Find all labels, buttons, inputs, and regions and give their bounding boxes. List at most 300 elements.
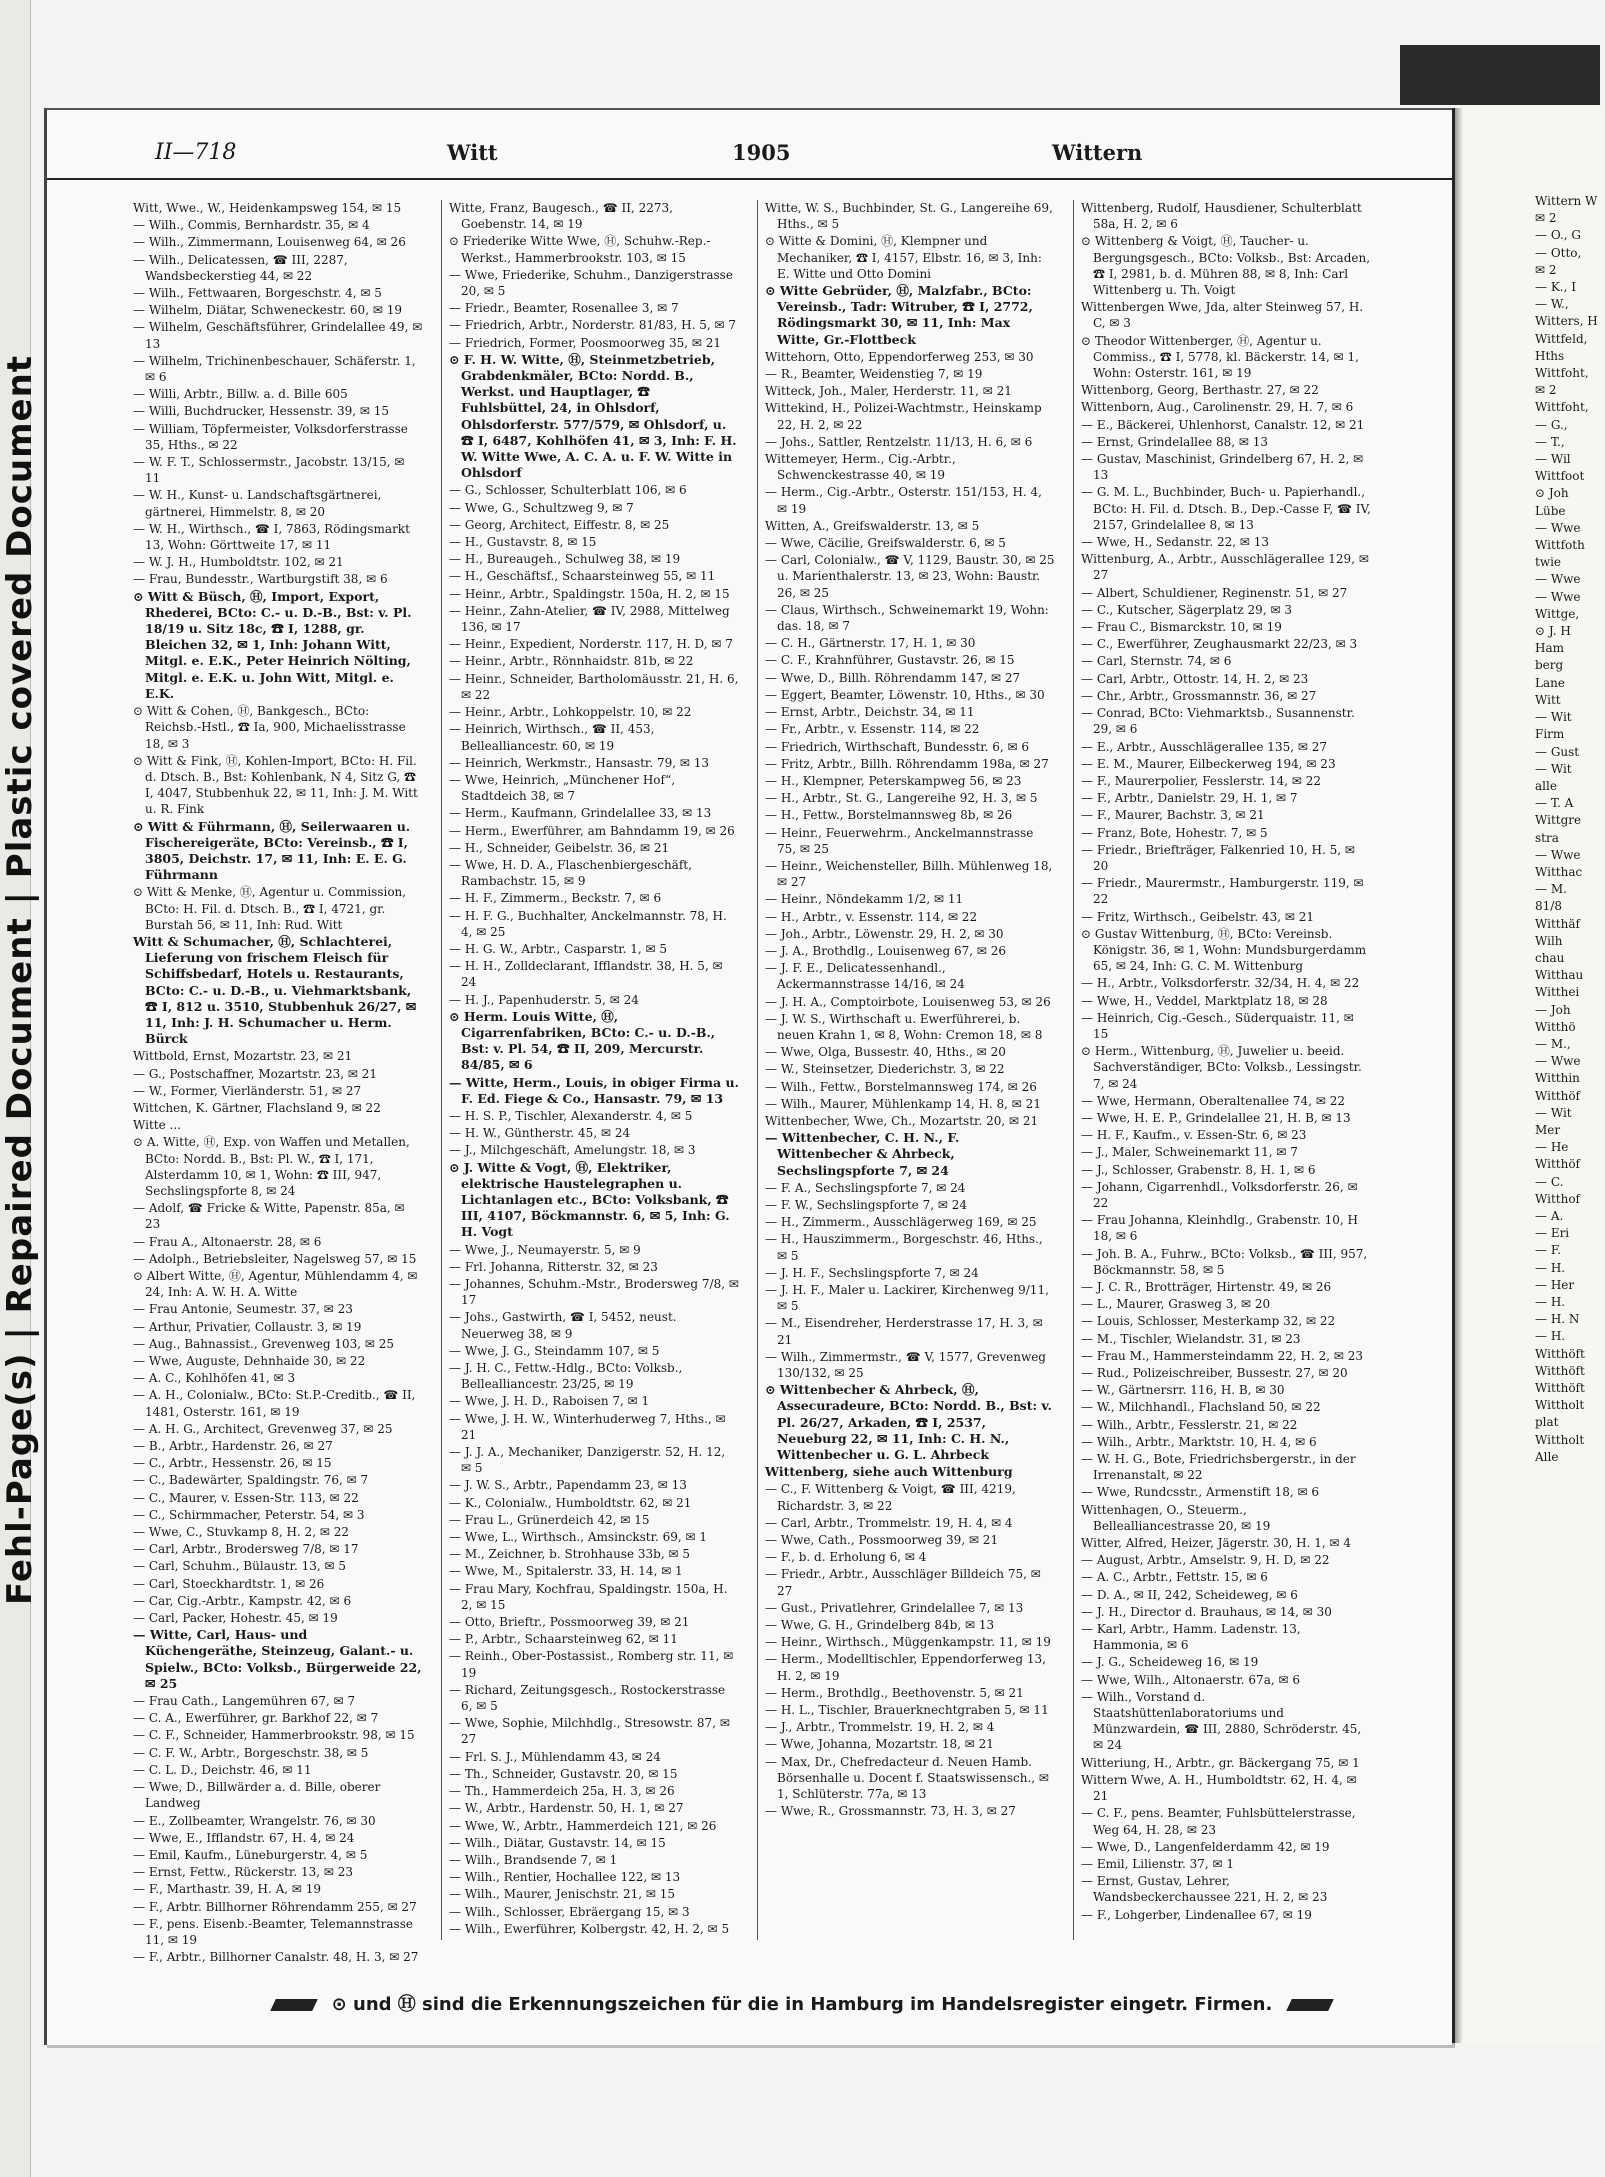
directory-entry: — Fritz, Arbtr., Billh. Röhrendamm 198a, ✉ 27 bbox=[765, 756, 1049, 771]
directory-entry: — Wwe, Auguste, Dehnhaide 30, ✉ 22 bbox=[133, 1354, 366, 1369]
adjacent-page-line: Witthöft bbox=[1535, 1363, 1585, 1378]
directory-entry: Wittenbecher, Wwe, Ch., Mozartstr. 20, ✉ 21 bbox=[765, 1113, 1039, 1128]
directory-entry: — E. M., Maurer, Eilbeckerweg 194, ✉ 23 bbox=[1081, 756, 1336, 771]
directory-entry: — Albert, Schuldiener, Reginenstr. 51, ✉ 27 bbox=[1081, 585, 1348, 600]
directory-entry: — C., Badewärter, Spaldingstr. 76, ✉ 7 bbox=[133, 1473, 369, 1488]
adjacent-page-line: ⊙ J. H bbox=[1535, 624, 1571, 639]
directory-entry: — Carl, Arbtr., Brodersweg 7/8, ✉ 17 bbox=[133, 1542, 359, 1557]
directory-entry: — Willi, Buchdrucker, Hessenstr. 39, ✉ 15 bbox=[133, 404, 389, 419]
directory-entry: — H. J., Papenhuderstr. 5, ✉ 24 bbox=[449, 992, 639, 1007]
adjacent-page-line: — Wit bbox=[1535, 761, 1572, 776]
directory-entry: — Wwe, Cäcilie, Greifswalderstr. 6, ✉ 5 bbox=[765, 536, 1006, 551]
directory-entry: — H. G. W., Arbtr., Casparstr. 1, ✉ 5 bbox=[449, 941, 668, 956]
directory-entry: — Wwe, R., Grossmannstr. 73, H. 3, ✉ 27 bbox=[765, 1804, 1016, 1819]
page-header bbox=[47, 140, 1452, 180]
directory-entry: ⊙ Witt & Fink, Ⓗ, Kohlen-Import, BCto: H. Fil. d. Dtsch. B., Bst: Kohlenbank, N 4, Sitz G, ☎ I, 4047, Stubbenhuk 22, ✉ 11, Inh: J. M. Witt u. R. Fink bbox=[133, 753, 418, 817]
directory-entry: — C., F. Wittenberg & Voigt, ☎ III, 4219, Richardstr. 3, ✉ 22 bbox=[765, 1482, 1016, 1513]
directory-entry: — Heinr., Weichensteller, Billh. Mühlenweg 18, ✉ 27 bbox=[765, 858, 1053, 890]
directory-entry: — Eggert, Beamter, Löwenstr. 10, Hths., ✉ 30 bbox=[765, 687, 1045, 702]
adjacent-page-line: ✉ 2 bbox=[1535, 211, 1557, 226]
adjacent-page-line: Wittge, bbox=[1535, 606, 1580, 621]
page-fold-shadow bbox=[1455, 108, 1463, 2043]
directory-entry: — J., Arbtr., Trommelstr. 19, H. 2, ✉ 4 bbox=[765, 1720, 995, 1735]
directory-entry: — Gustav, Maschinist, Grindelberg 67, H. 2, ✉ 13 bbox=[1081, 452, 1364, 483]
adjacent-page-line: Mer bbox=[1535, 1122, 1561, 1137]
directory-entry: — Franz, Bote, Hohestr. 7, ✉ 5 bbox=[1081, 825, 1268, 840]
directory-entry: Witte, Franz, Baugesch., ☎ II, 2273, Goebenstr. 14, ✉ 19 bbox=[449, 201, 673, 232]
column-divider bbox=[441, 200, 442, 1940]
adjacent-page-line: — Wwe bbox=[1535, 1054, 1581, 1069]
directory-entry: — G., Schlosser, Schulterblatt 106, ✉ 6 bbox=[449, 483, 687, 498]
adjacent-page-line: — M. bbox=[1535, 882, 1567, 897]
hand-pointer-icon bbox=[1286, 1999, 1334, 2011]
page-footer bbox=[167, 1990, 1437, 2020]
directory-entry: Wittemeyer, Herm., Cig.-Arbtr., Schwenckestrasse 40, ✉ 19 bbox=[765, 452, 956, 483]
scan-spine-strip bbox=[0, 0, 40, 2177]
adjacent-page-line: — He bbox=[1535, 1140, 1569, 1155]
firm-entry: Witt & Schumacher, Ⓗ, Schlachterei, Lieferung von frischem Fleisch für Schiffsbedarf, Hotels u. Restaurants, BCto: C.- u. D.-B., u. Viehmarktsbank, ☎ I, 812 u. 3510, Stubbenhuk 26/27, ✉ 11, Inh: J. H. Schumacher u. Herm. Bürck bbox=[133, 933, 417, 1047]
adjacent-page-line: — H. bbox=[1535, 1329, 1566, 1344]
directory-entry: — Wwe, L., Wirthsch., Amsinckstr. 69, ✉ 1 bbox=[449, 1530, 708, 1545]
directory-entry: — C. F. W., Arbtr., Borgeschstr. 38, ✉ 5 bbox=[133, 1745, 369, 1760]
directory-entry: — F., b. d. Erholung 6, ✉ 4 bbox=[765, 1550, 927, 1565]
directory-entry: — K., Colonialw., Humboldtstr. 62, ✉ 21 bbox=[449, 1495, 692, 1510]
directory-entry: — Arthur, Privatier, Collaustr. 3, ✉ 19 bbox=[133, 1319, 362, 1334]
directory-entry: — W. H. G., Bote, Friedrichsbergerstr., in der Irrenanstalt, ✉ 22 bbox=[1081, 1452, 1356, 1483]
directory-entry: — H., Bureaugeh., Schulweg 38, ✉ 19 bbox=[449, 552, 681, 567]
firm-entry: ⊙ Witte Gebrüder, Ⓗ, Malzfabr., BCto: Vereinsb., Tadr: Witruber, ☎ I, 2772, Rödingsmarkt 30, ✉ 11, Inh: Max Witte, Gr.-Flottbeck bbox=[765, 283, 1033, 347]
footer-note: ⊙ und Ⓗ sind die Erkennungszeichen für die in Hamburg im Handelsregister eingetr. Firmen. bbox=[331, 1994, 1273, 2015]
directory-entry: — Wilh., Diätar, Gustavstr. 14, ✉ 15 bbox=[449, 1835, 666, 1850]
directory-column-2 bbox=[449, 200, 739, 1940]
directory-entry: — Wilh., Ewerführer, Kolbergstr. 42, H. 2, ✉ 5 bbox=[449, 1921, 730, 1936]
directory-entry: — H. W., Güntherstr. 45, ✉ 24 bbox=[449, 1126, 631, 1141]
directory-entry: — Wilhelm, Geschäftsführer, Grindelallee 49, ✉ 13 bbox=[133, 320, 423, 351]
directory-entry: — W., Steinsetzer, Diederichstr. 3, ✉ 22 bbox=[765, 1062, 1005, 1077]
adjacent-page-line: Witthöft bbox=[1535, 1346, 1585, 1361]
directory-entry: — Willi, Arbtr., Billw. a. d. Bille 605 bbox=[133, 387, 348, 402]
adjacent-page-line: — Wit bbox=[1535, 1105, 1572, 1120]
directory-entry: — W. F. T., Schlossermstr., Jacobstr. 13/15, ✉ 11 bbox=[133, 455, 405, 486]
adjacent-page-line: Lane bbox=[1535, 675, 1565, 690]
directory-entry: — Wwe, J., Neumayerstr. 5, ✉ 9 bbox=[449, 1242, 641, 1257]
adjacent-page-line: — Wwe bbox=[1535, 847, 1581, 862]
adjacent-page-line: Witthof bbox=[1535, 1191, 1580, 1206]
directory-entry: Witten, A., Greifswalderstr. 13, ✉ 5 bbox=[765, 518, 980, 533]
adjacent-page-line: — Joh bbox=[1535, 1002, 1571, 1017]
directory-entry: — Otto, Brieftr., Possmoorweg 39, ✉ 21 bbox=[449, 1615, 690, 1630]
directory-entry: — Heinr., Zahn-Atelier, ☎ IV, 2988, Mittelweg 136, ✉ 17 bbox=[449, 603, 730, 635]
directory-entry: Witteriung, H., Arbtr., gr. Bäckergang 75, ✉ 1 bbox=[1081, 1755, 1360, 1770]
adjacent-page-line: Witthac bbox=[1535, 864, 1583, 879]
directory-entry: ⊙ A. Witte, Ⓗ, Exp. von Waffen und Metallen, BCto: Nordd. B., Bst: Pl. W., ☎ I, 171, Alsterdamm 10, ✉ 1, Wohn: ☎ III, 947, Sechslingspforte 8, ✉ 24 bbox=[133, 1135, 410, 1198]
directory-entry: — Wwe, Sophie, Milchhdlg., Stresowstr. 87, ✉ 27 bbox=[449, 1716, 730, 1747]
directory-entry: — A. C., Kohlhöfen 41, ✉ 3 bbox=[133, 1371, 296, 1386]
adjacent-page-line: Alle bbox=[1535, 1449, 1559, 1464]
directory-entry: — Wilh., Maurer, Jenischstr. 21, ✉ 15 bbox=[449, 1887, 675, 1902]
directory-entry: — Wwe, Hermann, Oberaltenallee 74, ✉ 22 bbox=[1081, 1093, 1345, 1108]
directory-entry: — Wwe, Heinrich, „Münchener Hof“, Stadtdeich 38, ✉ 7 bbox=[449, 772, 676, 804]
directory-entry: — E., Bäckerei, Uhlenhorst, Canalstr. 12, ✉ 21 bbox=[1081, 417, 1365, 432]
directory-entry: — H. L., Tischler, Brauerknechtgraben 5, ✉ 11 bbox=[765, 1703, 1049, 1718]
directory-entry: — Wwe, Rundcsstr., Armenstift 18, ✉ 6 bbox=[1081, 1485, 1319, 1500]
directory-entry: ⊙ Witt & Cohen, Ⓗ, Bankgesch., BCto: Reichsb.-Hstl., ☎ Ia, 900, Michaelisstrasse 18, ✉ 3 bbox=[133, 704, 406, 751]
directory-entry: — Herm., Kaufmann, Grindelallee 33, ✉ 13 bbox=[449, 806, 712, 821]
directory-entry: — Carl, Arbtr., Trommelstr. 19, H. 4, ✉ 4 bbox=[765, 1515, 1013, 1530]
directory-entry: — Louis, Schlosser, Mesterkamp 32, ✉ 22 bbox=[1081, 1314, 1336, 1329]
directory-entry: — Ernst, Arbtr., Deichstr. 34, ✉ 11 bbox=[765, 705, 975, 720]
directory-entry: — Carl, Schuhm., Bülaustr. 13, ✉ 5 bbox=[133, 1559, 346, 1574]
adjacent-page-line: — H. bbox=[1535, 1295, 1566, 1309]
adjacent-page-line: twie bbox=[1535, 555, 1562, 570]
adjacent-page-line: Witters, H bbox=[1535, 314, 1598, 329]
adjacent-page-line: Wittholt bbox=[1535, 1432, 1585, 1447]
directory-entry: — H. F., Zimmerm., Beckstr. 7, ✉ 6 bbox=[449, 891, 662, 906]
directory-entry: — Heinr., Nöndekamm 1/2, ✉ 11 bbox=[765, 892, 964, 907]
directory-entry: — H. F. G., Buchhalter, Anckelmannstr. 78, H. 4, ✉ 25 bbox=[449, 908, 727, 939]
adjacent-page-line: — H. N bbox=[1535, 1312, 1580, 1327]
directory-entry: — Wwe, Johanna, Mozartstr. 18, ✉ 21 bbox=[765, 1737, 994, 1752]
adjacent-page-line: Wittfoht, bbox=[1535, 400, 1589, 415]
directory-entry: — Frau Cath., Langemühren 67, ✉ 7 bbox=[133, 1694, 356, 1709]
directory-entry: Wittenhagen, O., Steuerm., Bellealliancestrasse 20, ✉ 19 bbox=[1081, 1502, 1271, 1533]
directory-entry: — Carl, Sternstr. 74, ✉ 6 bbox=[1081, 654, 1232, 669]
directory-entry: — Heinrich, Wirthsch., ☎ II, 453, Bellealliancestr. 60, ✉ 19 bbox=[449, 722, 655, 753]
header-right-word: Wittern bbox=[1052, 140, 1143, 165]
directory-entry: — E., Zollbeamter, Wrangelstr. 76, ✉ 30 bbox=[133, 1813, 376, 1828]
directory-entry: — Herm., Ewerführer, am Bahndamm 19, ✉ 26 bbox=[449, 823, 735, 838]
column-divider bbox=[757, 200, 758, 1940]
directory-entry: — Wilh., Rentier, Hochallee 122, ✉ 13 bbox=[449, 1870, 681, 1885]
directory-entry: — Wwe, J. H. D., Raboisen 7, ✉ 1 bbox=[449, 1394, 650, 1409]
directory-entry: — Frau L., Grünerdeich 42, ✉ 15 bbox=[449, 1512, 650, 1527]
directory-entry: — Richard, Zeitungsgesch., Rostockerstrasse 6, ✉ 5 bbox=[449, 1682, 726, 1714]
directory-entry: — Heinr., Feuerwehrm., Anckelmannstrasse 75, ✉ 25 bbox=[765, 825, 1034, 856]
directory-entry: — W. H., Wirthsch., ☎ I, 7863, Rödingsmarkt 13, Wohn: Görttweite 17, ✉ 11 bbox=[133, 521, 410, 553]
directory-entry: — J. H. C., Fettw.-Hdlg., BCto: Volksb., Bellealliancestr. 23/25, ✉ 19 bbox=[449, 1361, 683, 1392]
adjacent-page-line: — A. bbox=[1535, 1208, 1564, 1223]
directory-entry: — Herm., Cig.-Arbtr., Osterstr. 151/153, H. 4, ✉ 19 bbox=[765, 485, 1042, 516]
directory-entry: — Herm., Brothdlg., Beethovenstr. 5, ✉ 21 bbox=[765, 1685, 1024, 1700]
directory-entry: — Reinh., Ober-Postassist., Romberg str. 11, ✉ 19 bbox=[449, 1649, 734, 1680]
directory-entry: ⊙ Herm., Wittenburg, Ⓗ, Juwelier u. beeid. Sachverständiger, BCto: Volksb., Lessingstr. 7, ✉ 24 bbox=[1081, 1044, 1362, 1091]
directory-column-1 bbox=[133, 200, 423, 1965]
directory-entry: — Heinr., Arbtr., Spaldingstr. 150a, H. 2, ✉ 15 bbox=[449, 586, 730, 601]
directory-entry: — Carl, Colonialw., ☎ V, 1129, Baustr. 30, ✉ 25 u. Marienthalerstr. 13, ✉ 23, Wohn: Baustr. 26, ✉ 25 bbox=[765, 553, 1055, 600]
directory-entry: — F., Lohgerber, Lindenallee 67, ✉ 19 bbox=[1081, 1907, 1312, 1922]
directory-entry: Wittehorn, Otto, Eppendorferweg 253, ✉ 30 bbox=[765, 349, 1034, 364]
directory-entry: — C., Maurer, v. Essen-Str. 113, ✉ 22 bbox=[133, 1490, 359, 1505]
directory-entry: — H., Arbtr., St. G., Langereihe 92, H. 3, ✉ 5 bbox=[765, 791, 1038, 806]
firm-entry: ⊙ Witt & Führmann, Ⓗ, Seilerwaaren u. Fischereigeräte, BCto: Vereinsb., ☎ I, 3805, Deichstr. 17, ✉ 11, Inh: E. E. G. Führmann bbox=[133, 818, 411, 883]
firm-entry: ⊙ Herm. Louis Witte, Ⓗ, Cigarrenfabriken, BCto: C.- u. D.-B., Bst: v. Pl. 54, ☎ II, 209, Mercurstr. 84/85, ✉ 6 bbox=[449, 1008, 716, 1073]
directory-entry: — Johs., Gastwirth, ☎ I, 5452, neust. Neuerweg 38, ✉ 9 bbox=[449, 1310, 677, 1341]
adjacent-page-line: Lübe bbox=[1535, 503, 1566, 518]
directory-entry: Wittbold, Ernst, Mozartstr. 23, ✉ 21 bbox=[133, 1049, 353, 1064]
directory-entry: Wittenbergen Wwe, Jda, alter Steinweg 57, H. C, ✉ 3 bbox=[1081, 300, 1364, 331]
directory-entry: — Joh. B. A., Fuhrw., BCto: Volksb., ☎ III, 957, Böckmannstr. 58, ✉ 5 bbox=[1081, 1246, 1368, 1277]
directory-entry: — Ernst, Grindelallee 88, ✉ 13 bbox=[1081, 434, 1269, 449]
directory-page bbox=[44, 108, 1452, 2045]
adjacent-page-line: alle bbox=[1535, 778, 1557, 793]
directory-entry: — F., Arbtr., Billhorner Canalstr. 48, H. 3, ✉ 27 bbox=[133, 1950, 419, 1965]
directory-entry: — Wilh., Delicatessen, ☎ III, 2287, Wandsbeckerstieg 44, ✉ 22 bbox=[133, 252, 348, 283]
adjacent-page-line: Witt bbox=[1535, 692, 1561, 707]
adjacent-page-line: — Wwe bbox=[1535, 572, 1581, 587]
directory-entry: — Joh., Arbtr., Löwenstr. 29, H. 2, ✉ 30 bbox=[765, 926, 1004, 941]
directory-entry: — Wwe, D., Billh. Röhrendamm 147, ✉ 27 bbox=[765, 670, 1021, 685]
directory-entry: — Adolf, ☎ Fricke & Witte, Papenstr. 85a, ✉ 23 bbox=[133, 1201, 405, 1232]
adjacent-page-line: Ham bbox=[1535, 641, 1564, 656]
directory-entry: — Heinr., Expedient, Norderstr. 117, H. D, ✉ 7 bbox=[449, 637, 733, 652]
directory-entry: — H., Arbtr., Volksdorferstr. 32/34, H. 4, ✉ 22 bbox=[1081, 976, 1360, 991]
directory-entry: Wittekind, H., Polizei-Wachtmstr., Heinskamp 22, H. 2, ✉ 22 bbox=[765, 401, 1042, 432]
adjacent-page-line: ⊙ Joh bbox=[1535, 486, 1569, 501]
scan-dark-corner bbox=[1400, 45, 1600, 105]
directory-entry: — Friedrich, Wirthschaft, Bundesstr. 6, ✉ 6 bbox=[765, 739, 1030, 754]
directory-entry: — J. H. F., Sechslingspforte 7, ✉ 24 bbox=[765, 1265, 979, 1280]
directory-entry: — J. H. F., Maler u. Lackirer, Kirchenweg 9/11, ✉ 5 bbox=[765, 1283, 1049, 1314]
firm-entry: ⊙ Wittenbecher & Ahrbeck, Ⓗ, Assecuradeure, BCto: Nordd. B., Bst: v. Pl. 26/27, Arkaden, ☎ I, 2537, Neueburg 22, ✉ 11, Inh: C. H. N., Wittenbecher u. G. L. Ahrbeck bbox=[765, 1382, 1052, 1463]
header-year: 1905 bbox=[732, 140, 791, 165]
directory-entry: — Wwe, W., Arbtr., Hammerdeich 121, ✉ 26 bbox=[449, 1818, 717, 1833]
adjacent-page-line: — Her bbox=[1535, 1277, 1575, 1292]
directory-entry: ⊙ Albert Witte, Ⓗ, Agentur, Mühlendamm 4, ✉ 24, Inh: A. W. H. A. Witte bbox=[133, 1269, 418, 1300]
adjacent-page-line: — K., I bbox=[1535, 280, 1576, 295]
directory-entry: — F. W., Sechslingspforte 7, ✉ 24 bbox=[765, 1197, 967, 1212]
firm-entry: — Wittenbecher, C. H. N., F. Wittenbecher & Ahrbeck, Sechslingspforte 7, ✉ 24 bbox=[765, 1130, 960, 1178]
directory-entry: — Chr., Arbtr., Grossmannstr. 36, ✉ 27 bbox=[1081, 688, 1317, 703]
adjacent-page-column bbox=[1535, 193, 1605, 1466]
directory-entry: — Johs., Sattler, Rentzelstr. 11/13, H. 6, ✉ 6 bbox=[765, 434, 1033, 449]
directory-entry: — H. H., Zolldeclarant, Ifflandstr. 38, H. 5, ✉ 24 bbox=[449, 959, 723, 990]
directory-entry: — Wwe, Olga, Bussestr. 40, Hths., ✉ 20 bbox=[765, 1045, 1006, 1060]
directory-entry: — Wilh., Fettwaaren, Borgeschstr. 4, ✉ 5 bbox=[133, 286, 382, 301]
directory-entry: — M., Zeichner, b. Strohhause 33b, ✉ 5 bbox=[449, 1547, 690, 1562]
directory-entry: — J. W. S., Arbtr., Papendamm 23, ✉ 13 bbox=[449, 1478, 687, 1493]
adjacent-page-line: — F. bbox=[1535, 1243, 1562, 1258]
directory-entry: — J., Schlosser, Grabenstr. 8, H. 1, ✉ 6 bbox=[1081, 1162, 1316, 1177]
directory-entry: — Wilh., Zimmermstr., ☎ V, 1577, Grevenweg 130/132, ✉ 25 bbox=[765, 1349, 1046, 1381]
directory-entry: — Th., Hammerdeich 25a, H. 3, ✉ 26 bbox=[449, 1784, 675, 1799]
directory-entry: — Claus, Wirthsch., Schweinemarkt 19, Wohn: das. 18, ✉ 7 bbox=[765, 602, 1049, 634]
directory-entry: — F., Arbtr. Billhorner Röhrendamm 255, ✉ 27 bbox=[133, 1899, 417, 1914]
adjacent-page-line: Wittfoot bbox=[1535, 469, 1585, 484]
directory-entry: — Wwe, D., Billwärder a. d. Bille, oberer Landweg bbox=[133, 1780, 381, 1811]
directory-entry: — W., Arbtr., Hardenstr. 50, H. 1, ✉ 27 bbox=[449, 1801, 684, 1816]
directory-entry: — C., Arbtr., Hessenstr. 26, ✉ 15 bbox=[133, 1456, 332, 1471]
directory-entry: — Wwe, J. G., Steindamm 107, ✉ 5 bbox=[449, 1343, 660, 1358]
firm-entry: ⊙ F. H. W. Witte, Ⓗ, Steinmetzbetrieb, Grabdenkmäler, BCto: Nordd. B., Werkst. und Hauptlager, ☎ Fuhlsbüttel, 24, in Ohlsdorf, Ohlsdorferstr. 577/579, ✉ Ohlsdorf, u. ☎ I, 6487, Kohlhöfen 41, ✉ 3, Inh: F. H. W. Witte Wwe, A. C. A. u. F. W. Witte in Ohlsdorf bbox=[449, 351, 737, 481]
directory-entry: — Frau Johanna, Kleinhdlg., Grabenstr. 10, H 18, ✉ 6 bbox=[1081, 1213, 1358, 1244]
directory-entry: — Wilh., Commis, Bernhardstr. 35, ✉ 4 bbox=[133, 218, 370, 233]
directory-entry: — Wwe, D., Langenfelderdamm 42, ✉ 19 bbox=[1081, 1839, 1330, 1854]
directory-entry: — Wilh., Zimmermann, Louisenweg 64, ✉ 26 bbox=[133, 235, 406, 250]
directory-entry: — Wwe, H., Veddel, Marktplatz 18, ✉ 28 bbox=[1081, 993, 1328, 1008]
adjacent-page-line: Wittgre bbox=[1535, 813, 1582, 828]
directory-entry: — B., Arbtr., Hardenstr. 26, ✉ 27 bbox=[133, 1439, 333, 1454]
directory-entry: — J., Milchgeschäft, Amelungstr. 18, ✉ 3 bbox=[449, 1143, 696, 1158]
directory-entry: — Friedr., Arbtr., Ausschläger Billdeich 75, ✉ 27 bbox=[765, 1567, 1041, 1598]
directory-entry: — H., Gustavstr. 8, ✉ 15 bbox=[449, 535, 597, 550]
directory-entry: ⊙ Friederike Witte Wwe, Ⓗ, Schuhw.-Rep.-Werkst., Hammerbrookstr. 103, ✉ 15 bbox=[449, 234, 711, 265]
adjacent-page-line: Firm bbox=[1535, 727, 1565, 742]
directory-entry: — Max, Dr., Chefredacteur d. Neuen Hamb. Börsenhalle u. Docent f. Staatswissensch., ✉ 1, Schlüterstr. 77a, ✉ 13 bbox=[765, 1754, 1049, 1802]
adjacent-page-line: chau bbox=[1535, 950, 1565, 965]
adjacent-page-line: Wilh bbox=[1535, 933, 1563, 948]
directory-entry: — Carl, Stoeckhardtstr. 1, ✉ 26 bbox=[133, 1576, 325, 1591]
directory-entry: — C. H., Gärtnerstr. 17, H. 1, ✉ 30 bbox=[765, 636, 976, 651]
directory-entry: — H., Schneider, Geibelstr. 36, ✉ 21 bbox=[449, 840, 670, 855]
directory-entry: — Heinr., Schneider, Bartholomäusstr. 21, H. 6, ✉ 22 bbox=[449, 671, 739, 702]
directory-entry: — W., Milchhandl., Flachsland 50, ✉ 22 bbox=[1081, 1400, 1321, 1415]
directory-entry: — Wilhelm, Diätar, Schweneckestr. 60, ✉ 19 bbox=[133, 303, 402, 318]
directory-entry: — Ernst, Fettw., Rückerstr. 13, ✉ 23 bbox=[133, 1865, 354, 1880]
directory-entry: ⊙ Witt & Menke, Ⓗ, Agentur u. Commission, BCto: H. Fil. d. Dtsch. B., ☎ I, 4721, gr. Burstah 56, ✉ 11, Inh: Rud. Witt bbox=[133, 885, 407, 932]
directory-entry: — Wilhelm, Trichinenbeschauer, Schäferstr. 1, ✉ 6 bbox=[133, 353, 416, 385]
adjacent-page-line: berg bbox=[1535, 658, 1564, 673]
directory-entry: — Friedr., Briefträger, Falkenried 10, H. 5, ✉ 20 bbox=[1081, 842, 1355, 873]
directory-entry: Witter, Alfred, Heizer, Jägerstr. 30, H. 1, ✉ 4 bbox=[1081, 1536, 1351, 1551]
adjacent-page-line: — C. bbox=[1535, 1174, 1564, 1189]
directory-entry: — Frau Mary, Kochfrau, Spaldingstr. 150a, H. 2, ✉ 15 bbox=[449, 1581, 728, 1612]
directory-entry: — M., Tischler, Wielandstr. 31, ✉ 23 bbox=[1081, 1331, 1301, 1346]
directory-entry: — Car, Cig.-Arbtr., Kampstr. 42, ✉ 6 bbox=[133, 1593, 352, 1608]
directory-entry: — L., Maurer, Grasweg 3, ✉ 20 bbox=[1081, 1297, 1271, 1312]
directory-entry: Wittern Wwe, A. H., Humboldtstr. 62, H. 4, ✉ 21 bbox=[1081, 1772, 1357, 1804]
directory-entry: Witte ... bbox=[133, 1118, 181, 1133]
directory-entry: — A. H., Colonialw., BCto: St.P.-Creditb., ☎ II, 1481, Osterstr. 161, ✉ 19 bbox=[133, 1388, 416, 1419]
adjacent-page-line: — T. A bbox=[1535, 796, 1574, 811]
adjacent-page-line: ✉ 2 bbox=[1535, 383, 1557, 398]
directory-entry: — Wwe, Cath., Possmoorweg 39, ✉ 21 bbox=[765, 1533, 999, 1548]
directory-entry: — C. L. D., Deichstr. 46, ✉ 11 bbox=[133, 1762, 312, 1777]
directory-entry: — A. C., Arbtr., Fettstr. 15, ✉ 6 bbox=[1081, 1570, 1268, 1585]
directory-entry: — Wwe, Friederike, Schuhm., Danzigerstrasse 20, ✉ 5 bbox=[449, 267, 733, 299]
adjacent-page-line: ✉ 2 bbox=[1535, 262, 1557, 277]
directory-entry: — Aug., Bahnassist., Grevenweg 103, ✉ 25 bbox=[133, 1336, 395, 1351]
directory-entry: — C., Ewerführer, Zeughausmarkt 22/23, ✉ 3 bbox=[1081, 637, 1358, 652]
adjacent-page-line: stra bbox=[1535, 830, 1559, 845]
directory-entry: — G. M. L., Buchbinder, Buch- u. Papierhandl., BCto: H. Fil. d. Dtsch. B., Dep.-Casse F, ☎ IV, 2157, Grindelallee 8, ✉ 13 bbox=[1081, 485, 1371, 532]
firm-entry: ⊙ J. Witte & Vogt, Ⓗ, Elektriker, elektrische Haustelegraphen u. Lichtanlagen etc., BCto: Volksbank, ☎ III, 4107, Böckmannstr. 6, ✉ 5, Inh: G. H. Vogt bbox=[449, 1159, 730, 1240]
directory-entry: — Heinr., Arbtr., Lohkoppelstr. 10, ✉ 22 bbox=[449, 705, 692, 720]
directory-entry: — P., Arbtr., Schaarsteinweg 62, ✉ 11 bbox=[449, 1632, 678, 1647]
directory-entry: — Frl. S. J., Mühlendamm 43, ✉ 24 bbox=[449, 1749, 661, 1764]
adjacent-page-line: — W., bbox=[1535, 297, 1569, 312]
directory-entry: — J. C. R., Brotträger, Hirtenstr. 49, ✉ 26 bbox=[1081, 1280, 1332, 1294]
directory-entry: — Wilh., Arbtr., Marktstr. 10, H. 4, ✉ 6 bbox=[1081, 1434, 1317, 1449]
firm-entry: — Witte, Herm., Louis, in obiger Firma u. F. Ed. Fiege & Co., Hansastr. 79, ✉ 13 bbox=[449, 1074, 739, 1106]
directory-entry: — Friedr., Beamter, Rosenallee 3, ✉ 7 bbox=[449, 301, 679, 316]
directory-entry: — Ernst, Gustav, Lehrer, Wandsbeckerchaussee 221, H. 2, ✉ 23 bbox=[1081, 1874, 1328, 1905]
directory-entry: — W. H., Kunst- u. Landschaftsgärtnerei, gärtnerei, Himmelstr. 8, ✉ 20 bbox=[133, 488, 382, 519]
directory-entry: — Gust., Privatlehrer, Grindelallee 7, ✉ 13 bbox=[765, 1600, 1024, 1615]
directory-entry: — W., Former, Vierländerstr. 51, ✉ 27 bbox=[133, 1083, 362, 1098]
adjacent-page-line: Witthö bbox=[1535, 1019, 1576, 1034]
adjacent-page-line: — M., bbox=[1535, 1036, 1571, 1051]
directory-entry: Wittenburg, A., Arbtr., Ausschlägerallee 129, ✉ 27 bbox=[1081, 552, 1369, 583]
firm-entry: — Witte, Carl, Haus- und Küchengeräthe, Steinzeug, Galant.- u. Spielw., BCto: Volksb., Bürgerweide 22, ✉ 25 bbox=[133, 1627, 422, 1691]
directory-entry: — Frau, Bundesstr., Wartburgstift 38, ✉ 6 bbox=[133, 572, 388, 587]
directory-entry: — Wilh., Brandsende 7, ✉ 1 bbox=[449, 1852, 618, 1867]
directory-entry: — Friedr., Maurermstr., Hamburgerstr. 119, ✉ 22 bbox=[1081, 876, 1364, 907]
directory-column-3 bbox=[765, 200, 1055, 1940]
adjacent-page-line: Witthei bbox=[1535, 985, 1580, 1000]
directory-entry: — Herm., Modelltischler, Eppendorferweg 13, H. 2, ✉ 19 bbox=[765, 1652, 1046, 1683]
adjacent-page-line: — Eri bbox=[1535, 1226, 1570, 1241]
adjacent-page-line: — Wwe bbox=[1535, 589, 1581, 604]
page-number: II—718 bbox=[155, 140, 237, 165]
adjacent-page-line: — H. bbox=[1535, 1260, 1566, 1275]
directory-entry: — Heinrich, Werkmstr., Hansastr. 79, ✉ 13 bbox=[449, 755, 710, 770]
column-divider bbox=[1073, 200, 1074, 1940]
adjacent-page-line: Witthöf bbox=[1535, 1157, 1580, 1172]
adjacent-page-line: — O., G bbox=[1535, 228, 1581, 243]
directory-entry: — Wwe, Wilh., Altonaerstr. 67a, ✉ 6 bbox=[1081, 1672, 1300, 1687]
directory-entry: — Wilh., Vorstand d. Staatshüttenlaboratoriums und Münzwardein, ☎ III, 2880, Schröderstr. 45, ✉ 24 bbox=[1081, 1689, 1362, 1753]
adjacent-page-line: Witthöf bbox=[1535, 1088, 1580, 1103]
directory-entry: — F., pens. Eisenb.-Beamter, Telemannstrasse 11, ✉ 19 bbox=[133, 1916, 413, 1947]
directory-entry: — M., Eisendreher, Herderstrasse 17, H. 3, ✉ 21 bbox=[765, 1316, 1043, 1347]
directory-entry: ⊙ Gustav Wittenburg, Ⓗ, BCto: Vereinsb. Königstr. 36, ✉ 1, Wohn: Mundsburgerdamm 65, ✉ 24, Inh: G. C. M. Wittenburg bbox=[1081, 926, 1367, 974]
directory-entry: — G., Postschaffner, Mozartstr. 23, ✉ 21 bbox=[133, 1066, 377, 1081]
directory-entry: — A. H. G., Architect, Grevenweg 37, ✉ 25 bbox=[133, 1421, 393, 1436]
directory-entry: — August, Arbtr., Amselstr. 9, H. D, ✉ 22 bbox=[1081, 1553, 1330, 1568]
directory-entry: ⊙ Witte & Domini, Ⓗ, Klempner und Mechaniker, ☎ I, 4157, Elbstr. 16, ✉ 3, Inh: E. Witte und Otto Domini bbox=[765, 234, 1042, 281]
directory-entry: — J., Maler, Schweinemarkt 11, ✉ 7 bbox=[1081, 1145, 1298, 1160]
directory-entry: — H., Arbtr., v. Essenstr. 114, ✉ 22 bbox=[765, 909, 978, 924]
directory-entry: — Karl, Arbtr., Hamm. Ladenstr. 13, Hammonia, ✉ 6 bbox=[1081, 1622, 1301, 1653]
directory-entry: — H., Hauszimmerm., Borgeschstr. 46, Hths., ✉ 5 bbox=[765, 1232, 1043, 1263]
directory-entry: — J. G., Scheideweg 16, ✉ 19 bbox=[1081, 1655, 1259, 1670]
directory-entry: ⊙ Theodor Wittenberger, Ⓗ, Agentur u. Commiss., ☎ I, 5778, kl. Bäckerstr. 14, ✉ 1, Wohn: Osterstr. 161, ✉ 19 bbox=[1081, 333, 1359, 381]
directory-entry: — W., Gärtnersrr. 116, H. B, ✉ 30 bbox=[1081, 1383, 1285, 1398]
directory-entry: — J. A., Brothdlg., Louisenweg 67, ✉ 26 bbox=[765, 943, 1007, 958]
directory-entry: — Wwe, H. D. A., Flaschenbiergeschäft, Rambachstr. 15, ✉ 9 bbox=[449, 857, 692, 889]
directory-entry: — C., Kutscher, Sägerplatz 29, ✉ 3 bbox=[1081, 602, 1292, 617]
directory-entry: — R., Beamter, Weidenstieg 7, ✉ 19 bbox=[765, 367, 983, 382]
adjacent-page-line: — T., bbox=[1535, 434, 1565, 449]
directory-entry: — Wilh., Fettw., Borstelmannsweg 174, ✉ 26 bbox=[765, 1079, 1037, 1094]
directory-entry: — Wwe, H. E. P., Grindelallee 21, H. B, ✉ 13 bbox=[1081, 1110, 1351, 1125]
directory-entry: — Rud., Polizeischreiber, Bussestr. 27, ✉ 20 bbox=[1081, 1366, 1348, 1381]
directory-entry: — Fritz, Wirthsch., Geibelstr. 43, ✉ 21 bbox=[1081, 909, 1314, 924]
directory-entry: ⊙ Wittenberg & Voigt, Ⓗ, Taucher- u. Bergungsgesch., BCto: Volksb., Bst: Arcaden, ☎ I, 2981, b. d. Mühren 88, ✉ 8, Inh: Carl Wittenberg u. Th. Voigt bbox=[1081, 234, 1371, 298]
directory-entry: — F., Maurerpolier, Fesslerstr. 14, ✉ 22 bbox=[1081, 773, 1322, 788]
directory-entry: — Frl. Johanna, Ritterstr. 32, ✉ 23 bbox=[449, 1259, 658, 1274]
firm-entry: ⊙ Witt & Büsch, Ⓗ, Import, Export, Rhederei, BCto: C.- u. D.-B., Bst: v. Pl. 18/19 u. Sitz 18c, ☎ I, 1288, gr. Bleichen 32, ✉ 1, Inh: Johann Witt, Mitgl. e. E.K., Peter Heinrich Nölting, Mitgl. e. E.K. u. John Witt, Mitgl. e. E.K. bbox=[133, 588, 412, 701]
directory-entry: — Th., Schneider, Gustavstr. 20, ✉ 15 bbox=[449, 1766, 678, 1781]
directory-entry: — Heinr., Wirthsch., Müggenkampstr. 11, ✉ 19 bbox=[765, 1635, 1051, 1650]
directory-entry: — Georg, Architect, Eiffestr. 8, ✉ 25 bbox=[449, 517, 670, 532]
adjacent-page-line: — Wwe bbox=[1535, 520, 1581, 535]
directory-entry: — Heinrich, Cig.-Gesch., Süderquaistr. 11, ✉ 15 bbox=[1081, 1010, 1354, 1041]
directory-entry: — Frau C., Bismarckstr. 10, ✉ 19 bbox=[1081, 620, 1282, 635]
directory-entry: — Wilh., Schlosser, Ebräergang 15, ✉ 3 bbox=[449, 1904, 690, 1919]
directory-entry: — D. A., ✉ II, 242, Scheideweg, ✉ 6 bbox=[1081, 1587, 1298, 1602]
directory-entry: — Wwe, M., Spitalerstr. 33, H. 14, ✉ 1 bbox=[449, 1564, 683, 1579]
directory-entry: — Wilh., Maurer, Mühlenkamp 14, H. 8, ✉ 21 bbox=[765, 1096, 1041, 1111]
directory-entry: — Fr., Arbtr., v. Essenstr. 114, ✉ 22 bbox=[765, 722, 980, 737]
directory-entry: — Emil, Kaufm., Lüneburgerstr. 4, ✉ 5 bbox=[133, 1847, 368, 1862]
directory-entry: — C. A., Ewerführer, gr. Barkhof 22, ✉ 7 bbox=[133, 1711, 379, 1726]
directory-entry: — William, Töpfermeister, Volksdorferstrasse 35, Hths., ✉ 22 bbox=[133, 421, 408, 452]
directory-entry: — C. F., Schneider, Hammerbrookstr. 98, ✉ 15 bbox=[133, 1728, 415, 1743]
directory-entry: — C., Schirmmacher, Peterstr. 54, ✉ 3 bbox=[133, 1507, 365, 1522]
directory-entry: — J. W. S., Wirthschaft u. Ewerführerei, b. neuen Krahn 1, ✉ 8, Wohn: Cremon 18, ✉ 8 bbox=[765, 1011, 1043, 1042]
directory-entry: — H., Fettw., Borstelmannsweg 8b, ✉ 26 bbox=[765, 808, 1013, 823]
